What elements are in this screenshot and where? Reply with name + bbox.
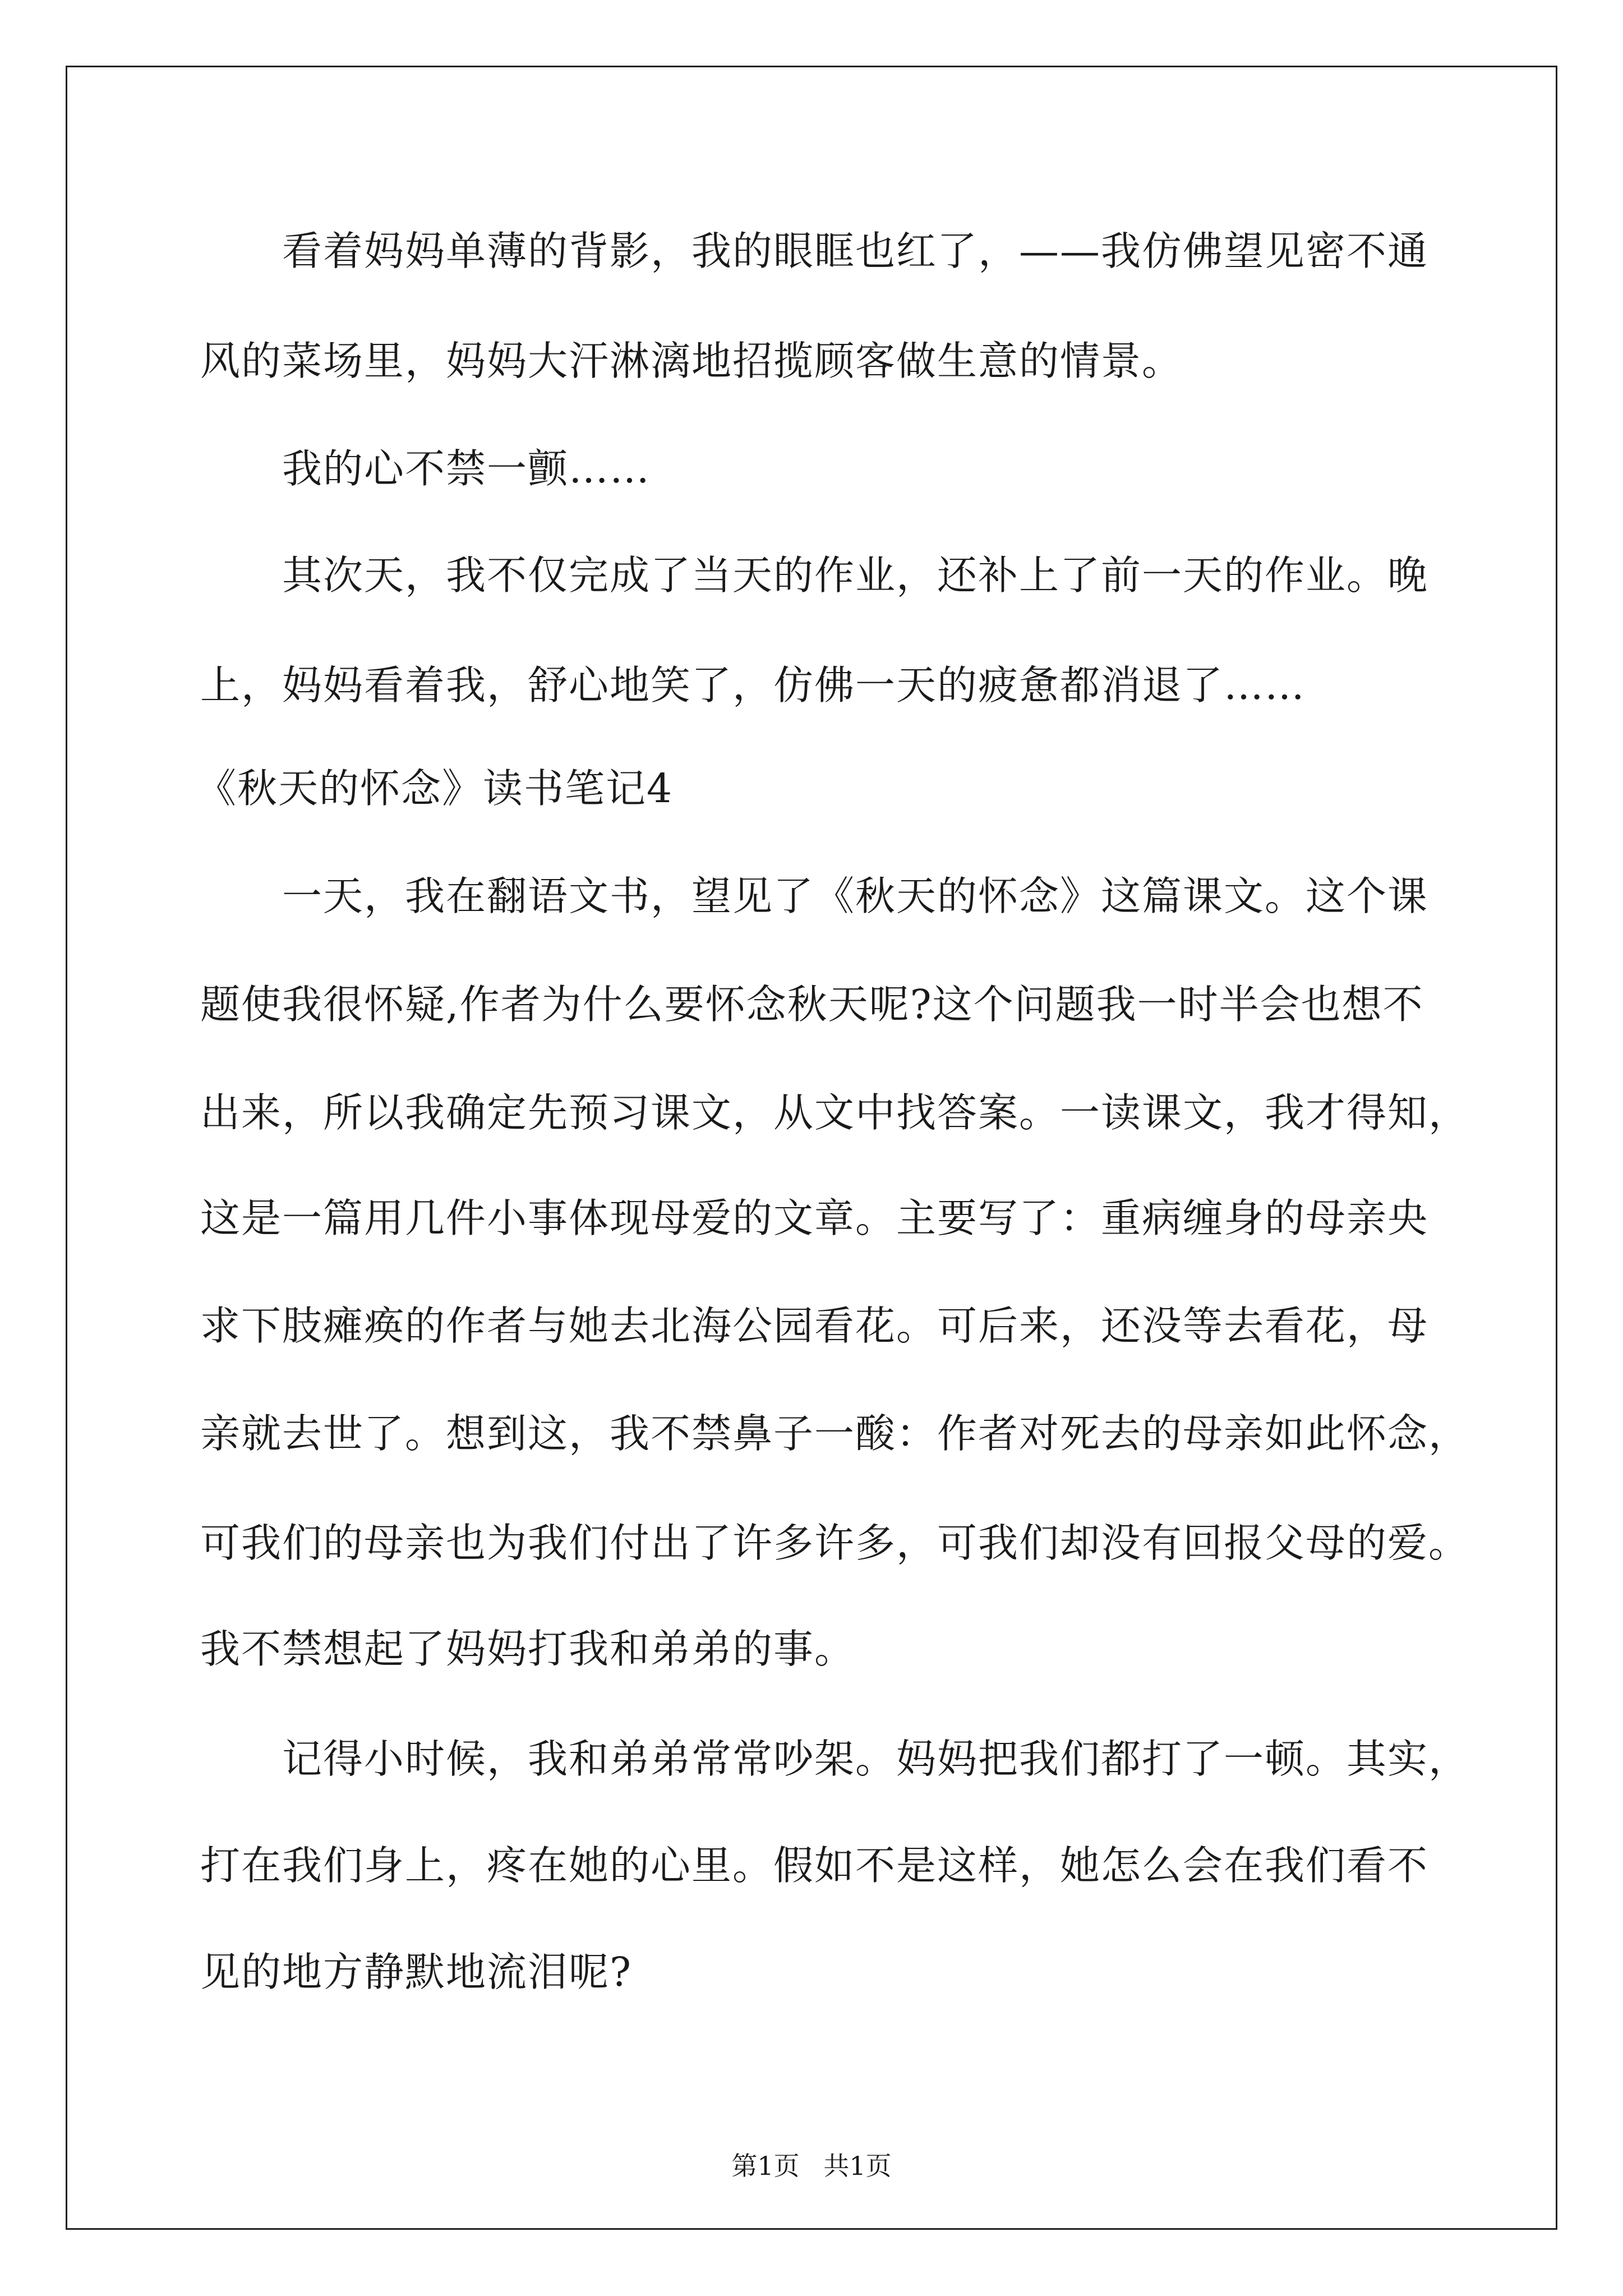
paragraph-line: 我的心不禁一颤……: [282, 445, 651, 492]
paragraph-line: 题使我很怀疑,作者为什么要怀念秋天呢?这个问题我一时半会也想不: [200, 981, 1424, 1028]
paragraph-line: 记得小时候，我和弟弟常常吵架。妈妈把我们都打了一顿。其实，: [282, 1736, 1470, 1782]
paragraph-line: 看着妈妈单薄的背影，我的眼眶也红了，——我仿佛望见密不通: [282, 228, 1429, 274]
section-heading: 《秋天的怀念》读书笔记4: [196, 765, 674, 812]
paragraph-line: 这是一篇用几件小事体现母爱的文章。主要写了：重病缠身的母亲央: [200, 1195, 1429, 1241]
paragraph-line: 亲就去世了。想到这，我不禁鼻子一酸：作者对死去的母亲如此怀念，: [200, 1410, 1470, 1457]
paragraph-line: 其次天，我不仅完成了当天的作业，还补上了前一天的作业。晚: [282, 552, 1429, 599]
paragraph-line: 打在我们身上，疼在她的心里。假如不是这样，她怎么会在我们看不: [200, 1842, 1429, 1889]
paragraph-line: 风的菜场里，妈妈大汗淋漓地招揽顾客做生意的情景。: [200, 338, 1183, 384]
paragraph-line: 求下肢瘫痪的作者与她去北海公园看花。可后来，还没等去看花，母: [200, 1303, 1429, 1349]
paragraph-line: 可我们的母亲也为我们付出了许多许多，可我们却没有回报父母的爱。: [200, 1520, 1470, 1566]
paragraph-line: 我不禁想起了妈妈打我和弟弟的事。: [200, 1626, 856, 1672]
page-total: 共1页: [823, 2151, 892, 2181]
page-border: [66, 66, 1557, 2230]
paragraph-line: 一天，我在翻语文书，望见了《秋天的怀念》这篇课文。这个课: [282, 873, 1429, 919]
page-footer: [0, 2146, 1623, 2183]
page-number: 第1页: [731, 2151, 800, 2181]
paragraph-line: 上，妈妈看着我，舒心地笑了，仿佛一天的疲惫都消退了……: [200, 662, 1306, 708]
paragraph-line: 出来，所以我确定先预习课文，从文中找答案。一读课文，我才得知，: [200, 1089, 1470, 1136]
paragraph-line: 见的地方静默地流泪呢?: [200, 1949, 633, 1995]
